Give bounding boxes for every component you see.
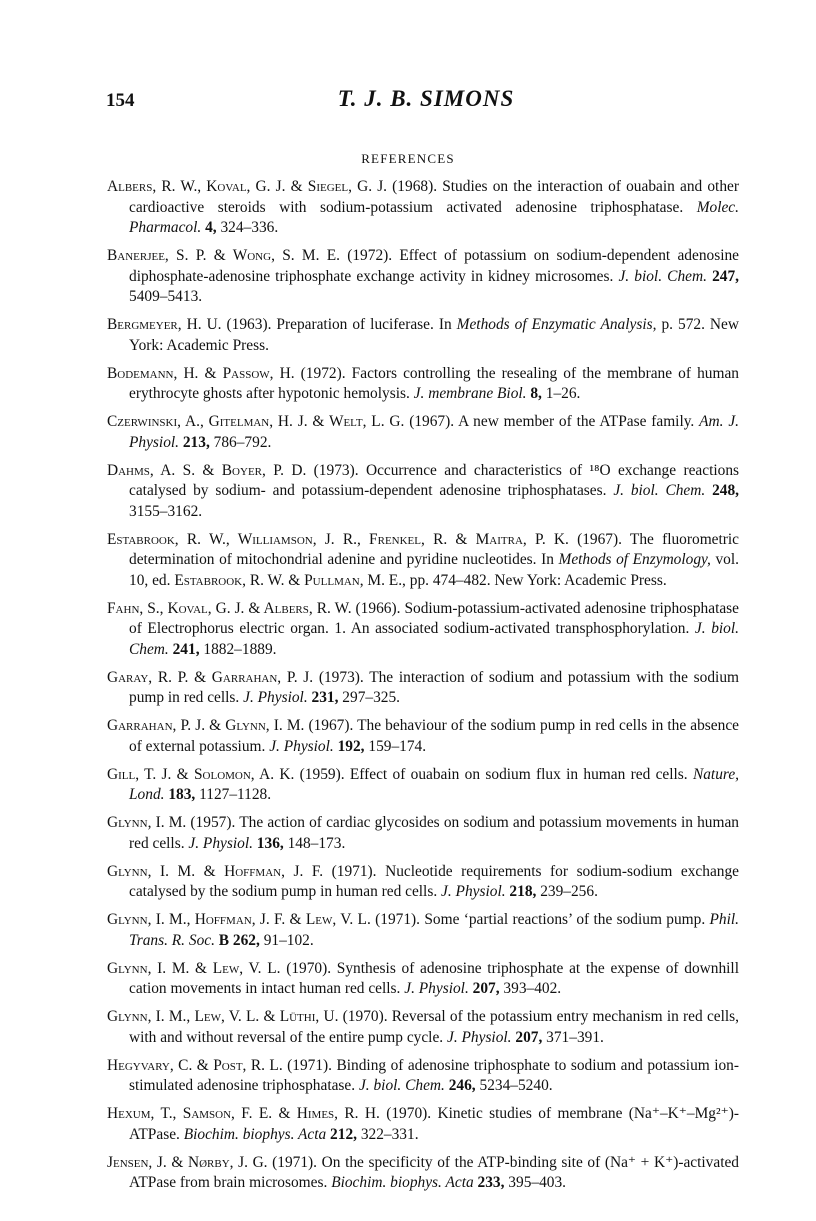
reference-authors: Glynn, I. M. [107,814,187,831]
reference-journal: J. Physiol. [188,834,253,852]
reference-volume: 233, [473,1174,505,1191]
reference-entry [107,599,739,661]
reference-year: (1973). [313,668,370,686]
reference-authors: Garrahan, P. J. & Glynn, I. M. [107,717,305,734]
reference-authors: Glynn, I. M., Hoffman, J. F. & Lew, V. L. [107,911,371,928]
reference-pages: 5234–5240. [475,1077,553,1094]
reference-year: (1971). [370,911,425,928]
reference-journal: Molec. Pharmacol. [129,198,739,236]
reference-year: (1967). [404,413,459,430]
reference-volume: 248, [705,482,740,499]
reference-authors: Glynn, I. M. & Hoffman, J. F. [107,862,324,880]
reference-entry [107,461,739,523]
reference-entry [107,1056,739,1097]
reference-journal: Methods of Enzymology, [558,551,711,568]
reference-authors: Hexum, T., Samson, F. E. & Himes, R. H. [107,1105,380,1122]
reference-title: Synthesis of adenosine triphosphate at the expense of downhill cation movements in intact human red cells. [129,959,739,997]
reference-entry [107,862,739,903]
running-head: T. J. B. SIMONS [337,86,515,111]
reference-entry [107,412,739,453]
reference-journal: Biochim. biophys. Acta [331,1174,474,1191]
reference-volume: 192, [333,737,365,755]
reference-volume: 207, [511,1028,543,1046]
reference-year: (1971). [282,1056,337,1074]
reference-title: Nucleotide requirements for sodium-sodium exchange catalysed by the sodium pump in human red cells. [129,862,740,900]
reference-year: (1972). [339,247,400,264]
reference-entry [107,668,739,709]
reference-year: (1967). [568,530,630,548]
reference-journal: Nature, Lond. [129,765,739,803]
reference-journal: J. Physiol. [243,689,308,706]
reference-entry [107,530,739,592]
reference-pages: 239–256. [536,883,598,900]
reference-title: A new member of the ATPase family. [458,413,700,430]
reference-authors: Bergmeyer, H. U. [107,316,222,333]
reference-authors: Estabrook, R. W., Williamson, J. R., Frenkel, R. & Maitra, P. K. [107,530,569,548]
reference-entry [107,364,739,405]
reference-pages: 297–325. [338,689,401,706]
reference-year: (1968). [387,178,443,195]
reference-year: (1959). [294,765,350,783]
reference-title: On the specificity of the ATP-binding site of (Na⁺ + K⁺)-activated ATPase from brain microsomes. [129,1153,739,1191]
reference-pages: 91–102. [259,931,314,949]
reference-authors: Albers, R. W., Koval, G. J. & Siegel, G. J. [107,178,388,195]
reference-volume: 231, [307,689,339,706]
page-number: 154 [106,90,135,111]
reference-authors: Dahms, A. S. & Boyer, P. D. [107,461,307,479]
reference-volume: 246, [444,1077,476,1094]
reference-journal: J. membrane Biol. [413,385,527,402]
reference-volume: 8, [526,385,542,402]
reference-year: (1967). [304,717,358,734]
reference-year: (1971). [267,1153,322,1171]
reference-volume: 136, [252,834,284,852]
reference-editors: Estabrook, R. W. & Pullman, M. E., [174,571,406,589]
reference-entry [107,1007,739,1048]
reference-volume: 4, [201,219,217,236]
reference-pages: 371–391. [542,1028,604,1046]
reference-journal: J. biol. Chem. [358,1077,445,1094]
reference-authors: Glynn, I. M., Lew, V. L. & Lüthi, U. [107,1008,339,1025]
reference-year: (1957). [186,814,240,831]
reference-year: (1970). [379,1105,438,1122]
reference-authors: Czerwinski, A., Gitelman, H. J. & Welt, L. G. [107,413,405,430]
reference-title: Reversal of the potassium entry mechanism in red cells, with and without reversal of the entire pump cycle. [129,1008,739,1046]
reference-title: Occurrence and characteristics of ¹⁸O exchange reactions catalysed by sodium- and potassium-dependent adenosine triphosphatases. [129,461,739,499]
reference-authors: Garay, R. P. & Garrahan, P. J. [107,668,314,686]
page-header [106,86,746,118]
reference-pages-tail: pp. 474–482. New York: Academic Press. [405,571,667,589]
reference-journal: Biochim. biophys. Acta [183,1125,327,1143]
reference-pages: 324–336. [216,219,279,236]
reference-pages: 1882–1889. [199,640,277,658]
reference-year: (1966). [351,599,405,617]
reference-entry [107,910,739,951]
reference-entry [107,1153,739,1194]
reference-volume: 213, [179,433,210,451]
reference-title: Binding of adenosine triphosphate to sodium and potassium ion-stimulated adenosine triphosphatase. [129,1056,739,1094]
reference-journal: J. Physiol. [441,883,506,900]
reference-title: The interaction of sodium and potassium with the sodium pump in red cells. [129,668,739,706]
reference-entry [107,716,739,757]
reference-pages: 1127–1128. [195,786,272,803]
reference-authors: Bodemann, H. & Passow, H. [107,364,295,382]
section-title: REFERENCES [361,151,455,166]
reference-journal: Methods of Enzymatic Analysis, [456,316,657,333]
reference-authors: Jensen, J. & Nørby, J. G. [107,1153,268,1171]
reference-entry [107,1104,739,1145]
reference-volume: 212, [326,1125,357,1143]
reference-title: Factors controlling the resealing of the membrane of human erythrocyte ghosts after hypotonic hemolysis. [129,364,739,402]
reference-entry [107,177,739,239]
reference-list [107,177,739,1201]
reference-year: (1963). [221,316,277,333]
reference-volume: 218, [505,883,537,900]
reference-authors: Hegyvary, C. & Post, R. L. [107,1056,283,1074]
reference-pages: 3155–3162. [129,502,203,520]
reference-journal: Phil. Trans. R. Soc. [129,911,740,949]
reference-title: The behaviour of the sodium pump in red cells in the absence of external potassium. [129,717,739,755]
reference-journal: J. biol. Chem. [129,620,739,658]
reference-volume: 183, [164,786,196,803]
reference-authors: Fahn, S., Koval, G. J. & Albers, R. W. [107,599,352,617]
reference-title: Studies on the interaction of ouabain and other cardioactive steroids with sodium-potassium activated adenosine triphosphatase. [129,178,739,216]
reference-pages: 322–331. [356,1125,419,1143]
reference-pages: 393–402. [499,980,562,997]
reference-pages: p. 572. New York: Academic Press. [129,316,739,354]
reference-entry [107,315,739,356]
reference-entry [107,813,739,854]
reference-title: Some ‘partial reactions’ of the sodium pump. [424,911,710,928]
reference-pages: 159–174. [364,737,427,755]
reference-volume: 247, [706,267,740,285]
reference-year: (1971). [323,862,386,880]
reference-volume: B 262, [214,931,260,949]
reference-pages: 5409–5413. [129,288,203,305]
reference-journal: J. Physiol. [446,1028,512,1046]
reference-journal: Am. J. Physiol. [129,413,739,451]
reference-pages: 1–26. [541,385,581,402]
reference-volume: 241, [168,640,200,658]
reference-title: Preparation of luciferase. In [276,316,457,333]
reference-entry [107,765,739,806]
reference-title: The action of cardiac glycosides on sodium and potassium movements in human red cells. [129,814,740,852]
reference-year: (1970). [338,1008,392,1025]
reference-journal: J. biol. Chem. [618,267,707,285]
reference-year: (1970). [280,959,337,977]
reference-year: (1973). [306,461,366,479]
reference-journal: J. Physiol. [404,980,469,997]
reference-entry [107,246,739,308]
reference-title: Kinetic studies of membrane (Na⁺–K⁺–Mg²⁺)-ATPase. [129,1105,739,1143]
reference-year: (1972). [294,364,352,382]
reference-authors: Gill, T. J. & Solomon, A. K. [107,765,295,783]
reference-pages: 395–403. [504,1174,567,1191]
reference-title: The fluorometric determination of mitochondrial adenine and pyridine nucleotides. In [129,530,739,568]
reference-pages: 148–173. [283,834,346,852]
reference-journal: J. biol. Chem. [613,482,706,499]
reference-title: Effect of ouabain on sodium flux in human red cells. [349,765,693,783]
reference-journal: J. Physiol. [269,737,334,755]
reference-entry [107,959,739,1000]
reference-authors: Banerjee, S. P. & Wong, S. M. E. [107,247,340,264]
reference-pages: 786–792. [209,433,272,451]
reference-title: Sodium-potassium-activated adenosine triphosphatase of Electrophorus electric organ. 1. An associated sodium-activated transphosphorylation. [129,599,739,637]
reference-pages: vol. 10, ed. [129,551,739,589]
reference-title: Effect of potassium on sodium-dependent adenosine diphosphate-adenosine triphosphate exchange activity in kidney microsomes. [129,247,739,285]
reference-volume: 207, [468,980,500,997]
reference-authors: Glynn, I. M. & Lew, V. L. [107,959,281,977]
